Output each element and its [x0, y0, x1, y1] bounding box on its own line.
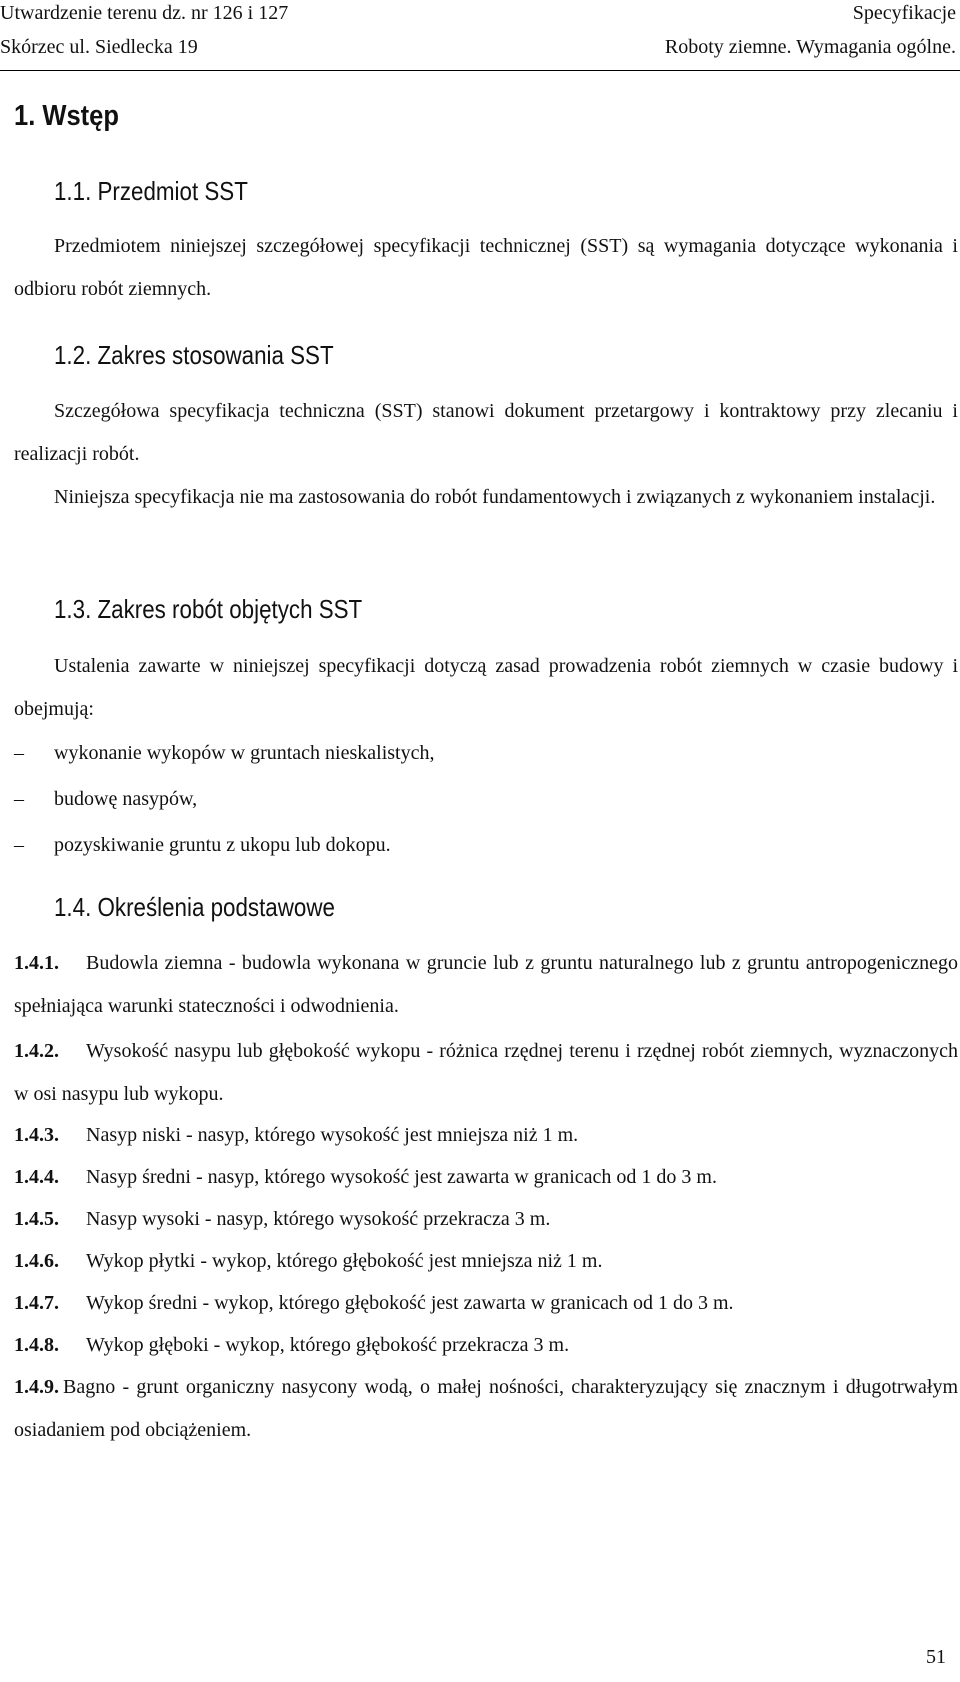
list-item-text: pozyskiwanie gruntu z ukopu lub dokopu. [54, 834, 391, 856]
definition-item [14, 1198, 958, 1241]
header-project-title: Utwardzenie terenu dz. nr 126 i 127 [0, 2, 289, 24]
header-doc-type: Specyfikacje [852, 2, 956, 24]
paragraph-1-3: Ustalenia zawarte w niniejszej specyfikacji dotyczą zasad prowadzenia robót ziemnych w czasie budowy i obejmują: [14, 655, 958, 720]
dash-bullet: – [14, 834, 24, 856]
subsection-heading-1-2: 1.2. Zakres stosowania SST [54, 340, 334, 370]
definition-number: 1.4.9. [14, 1376, 59, 1398]
definition-text: Nasyp średni - nasyp, którego wysokość jest zawarta w granicach od 1 do 3 m. [86, 1166, 717, 1188]
definition-text: Wysokość nasypu lub głębokość wykopu - różnica rzędnej terenu i rzędnej robót ziemnych, wyznaczonych w osi nasypu lub wykopu. [14, 1040, 958, 1105]
definition-number: 1.4.8. [14, 1334, 59, 1356]
definition-number: 1.4.6. [14, 1250, 59, 1272]
definition-item [14, 1324, 958, 1367]
list-item [14, 786, 197, 812]
definition-number: 1.4.1. [14, 952, 59, 974]
dash-bullet: – [14, 788, 24, 810]
subsection-heading-1-3: 1.3. Zakres robót objętych SST [54, 594, 363, 624]
subsection-heading-1-1: 1.1. Przedmiot SST [54, 176, 248, 206]
dash-bullet: – [14, 742, 24, 764]
definition-number: 1.4.3. [14, 1124, 59, 1146]
subsection-heading-1-4: 1.4. Określenia podstawowe [54, 892, 335, 922]
page-number: 51 [926, 1646, 946, 1668]
paragraph-1-1: Przedmiotem niniejszej szczegółowej specyfikacji technicznej (SST) są wymagania dotyczące wykonania i odbioru robót ziemnych. [14, 235, 958, 300]
header-section-title: Roboty ziemne. Wymagania ogólne. [664, 36, 956, 58]
definition-text: Wykop głęboki - wykop, którego głębokość przekracza 3 m. [86, 1334, 570, 1356]
list-item-text: budowę nasypów, [54, 788, 198, 810]
definition-number: 1.4.4. [14, 1166, 59, 1188]
list-item [14, 740, 434, 766]
definition-item [14, 1282, 958, 1325]
header-location: Skórzec ul. Siedlecka 19 [0, 36, 198, 58]
definition-number: 1.4.2. [14, 1040, 59, 1062]
definition-item [14, 1156, 958, 1199]
definition-text: Nasyp niski - nasyp, którego wysokość jest mniejsza niż 1 m. [86, 1124, 579, 1146]
definition-item [14, 1030, 958, 1116]
paragraph-1-2-b: Niniejsza specyfikacja nie ma zastosowania do robót fundamentowych i związanych z wykonaniem instalacji. [54, 486, 936, 508]
definition-text: Budowla ziemna - budowla wykonana w gruncie lub z gruntu naturalnego lub z gruntu antropogenicznego spełniająca warunki stateczności i odwodnienia. [14, 952, 958, 1017]
definition-text: Nasyp wysoki - nasyp, którego wysokość przekracza 3 m. [86, 1208, 551, 1230]
list-item-text: wykonanie wykopów w gruntach nieskalistych, [54, 742, 435, 764]
definition-item [14, 942, 958, 1028]
definition-number: 1.4.5. [14, 1208, 59, 1230]
definition-text: Wykop płytki - wykop, którego głębokość jest mniejsza niż 1 m. [86, 1250, 603, 1272]
header-divider [0, 70, 960, 71]
section-heading-wstep: 1. Wstęp [14, 100, 119, 132]
definition-item [14, 1114, 958, 1157]
definition-text: Bagno - grunt organiczny nasycony wodą, o małej nośności, charakteryzujący się znacznym i długotrwałym osiadaniem pod obciążeniem. [14, 1376, 958, 1441]
definition-number: 1.4.7. [14, 1292, 59, 1314]
definition-item [14, 1240, 958, 1283]
paragraph-1-2-a: Szczegółowa specyfikacja techniczna (SST) stanowi dokument przetargowy i kontraktowy przy zlecaniu i realizacji robót. [14, 400, 958, 465]
definition-item [14, 1366, 958, 1452]
list-item [14, 832, 391, 858]
definition-text: Wykop średni - wykop, którego głębokość jest zawarta w granicach od 1 do 3 m. [86, 1292, 734, 1314]
